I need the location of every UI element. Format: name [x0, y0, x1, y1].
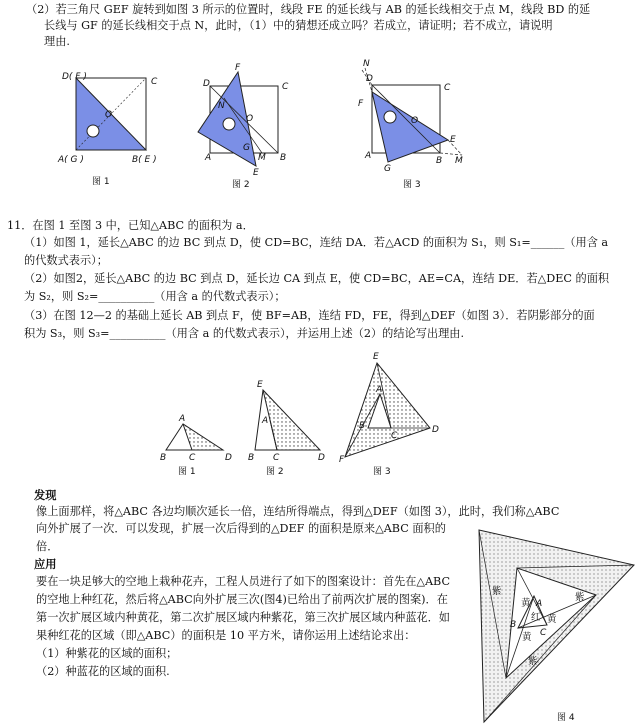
label-b: B	[160, 453, 167, 463]
caption: 图 3	[403, 180, 421, 190]
q11-line1: 11．在图 1 至图 3 中，已知△ABC 的面积为 a．	[7, 219, 254, 232]
caption: 图 2	[266, 467, 284, 477]
label-n: N	[363, 59, 370, 69]
label-g: G	[384, 164, 391, 174]
caption: 图 1	[178, 467, 196, 477]
q11-figure-3	[339, 352, 439, 477]
hole-circle	[87, 125, 99, 137]
apply-line3: 第一次扩展区域内种黄花，第二次扩展区域内种紫花，第三次扩展区域内种蓝花．如	[36, 611, 450, 624]
label-red: 红	[531, 612, 541, 623]
label-c: C	[282, 82, 289, 92]
q11-figure-1	[160, 414, 232, 477]
label-c: C	[151, 77, 158, 87]
label-a: A	[365, 151, 372, 161]
label-d: D	[432, 425, 439, 435]
label-f: F	[358, 99, 364, 109]
discover-line2: 向外扩展了一次．可以发现，扩展一次后得到的△DEF 的面积是原来△ABC 面积的	[36, 522, 446, 535]
q11-line2: （1）如图 1，延长△ABC 的边 BC 到点 D，使 CD=BC，连结 DA．若△ACD 的面积为 S₁，则 S₁=______（用含 a	[24, 236, 609, 249]
apply-heading: 应用	[34, 557, 57, 571]
caption: 图 3	[373, 467, 391, 477]
caption: 图 2	[232, 180, 250, 190]
triangle-gef	[372, 92, 448, 162]
q11-line3: 的代数式表示）；	[24, 254, 108, 267]
label-purple-3: 紫	[528, 656, 538, 667]
q11-line7: 积为 S₃，则 S₃=__________（用含 a 的代数式表示），并运用上述（2）的结论写出理由.	[24, 327, 465, 340]
label-b: B	[280, 153, 287, 163]
label-b: B	[510, 620, 517, 630]
label-d: D	[366, 74, 373, 84]
label-yellow-3: 黄	[522, 632, 532, 643]
q11-figure-2	[248, 380, 325, 477]
label-b: B	[248, 453, 255, 463]
label-a: A	[179, 414, 186, 424]
hole-circle	[223, 118, 235, 130]
p2-line1: （2）若三角尺 GEF 旋转到如图 3 所示的位置时，线段 FE 的延长线与 AB 的延长线相交于点 M，线段 BD 的延	[26, 3, 591, 16]
p2-line3: 理由.	[44, 35, 70, 48]
label-purple-1: 紫	[492, 586, 502, 597]
q11-line6: （3）在图 12—2 的基础上延长 AB 到点 F，使 BF=AB，连结 FD，FE，得到△DEF（如图 3）．若阴影部分的面	[24, 309, 595, 322]
apply-line5: （1）种紫花的区域的面积；	[36, 647, 178, 660]
label-a: A	[262, 416, 269, 426]
label-b: B	[436, 156, 443, 166]
label-c: C	[444, 83, 451, 93]
label-d: D	[318, 453, 325, 463]
discover-line1: 像上面那样，将△ABC 各边均顺次延长一倍，连结所得端点，得到△DEF（如图 3），此时，我们称△ABC	[36, 505, 560, 518]
label-d: D( F )	[62, 72, 87, 82]
apply-line4: 果种红花的区域（即△ABC）的面积是 10 平方米，请你运用上述结论求出：	[36, 629, 416, 642]
figure-2	[198, 63, 289, 190]
label-m: M	[258, 153, 266, 163]
label-o: O	[246, 114, 254, 124]
label-purple-2: 紫	[575, 592, 585, 603]
figure-3	[358, 59, 463, 190]
p2-line2: 长线与 GF 的延长线相交于点 N，此时，（1）中的猜想还成立吗？若成立，请证明；若不成立，请说明	[44, 19, 553, 32]
apply-line2: 的空地上种红花，然后将△ABC向外扩展三次(图4)已给出了前两次扩展的图案)．在	[36, 593, 448, 606]
discover-heading: 发现	[34, 488, 57, 502]
label-e: E	[450, 135, 456, 145]
label-c: C	[189, 453, 196, 463]
label-a: A	[205, 153, 212, 163]
hole-circle	[384, 111, 396, 123]
label-a: A	[376, 385, 383, 395]
q11-line4: （2）如图2，延长△ABC 的边 BC 到点 D，延长边 CA 到点 E，使 CD=BC，AE=CA，连结 DE．若△DEC 的面积	[24, 272, 610, 285]
figure-1	[57, 72, 158, 187]
label-f: F	[235, 63, 241, 73]
label-c: C	[391, 431, 398, 441]
label-yellow-1: 黄	[521, 598, 531, 609]
label-o: O	[411, 116, 419, 126]
label-d: D	[225, 453, 232, 463]
label-e: E	[373, 352, 379, 362]
label-g: G	[243, 143, 250, 153]
label-m: M	[455, 156, 463, 166]
label-f: F	[339, 455, 345, 465]
figure-4	[479, 530, 634, 723]
q11-line5: 为 S₂，则 S₂=__________（用含 a 的代数式表示）；	[24, 290, 286, 303]
label-yellow-2: 黄	[547, 614, 557, 625]
label-d: D	[203, 79, 210, 89]
label-b: B	[359, 421, 366, 431]
discover-line3: 倍．	[36, 540, 59, 553]
apply-line1: 要在一块足够大的空地上栽种花卉，工程人员进行了如下的图案设计：首先在△ABC	[36, 575, 451, 588]
label-b: B( E )	[132, 155, 157, 165]
label-n: N	[218, 101, 225, 111]
label-c: C	[540, 628, 547, 638]
label-e: E	[253, 168, 259, 178]
caption: 图 4	[557, 713, 575, 723]
label-a: A( G )	[58, 155, 84, 165]
apply-line6: （2）种蓝花的区域的面积.	[36, 665, 170, 678]
label-e: E	[257, 380, 263, 390]
label-c: C	[273, 453, 280, 463]
caption: 图 1	[92, 177, 110, 187]
label-a: A	[536, 599, 543, 609]
label-o: O	[105, 110, 113, 120]
